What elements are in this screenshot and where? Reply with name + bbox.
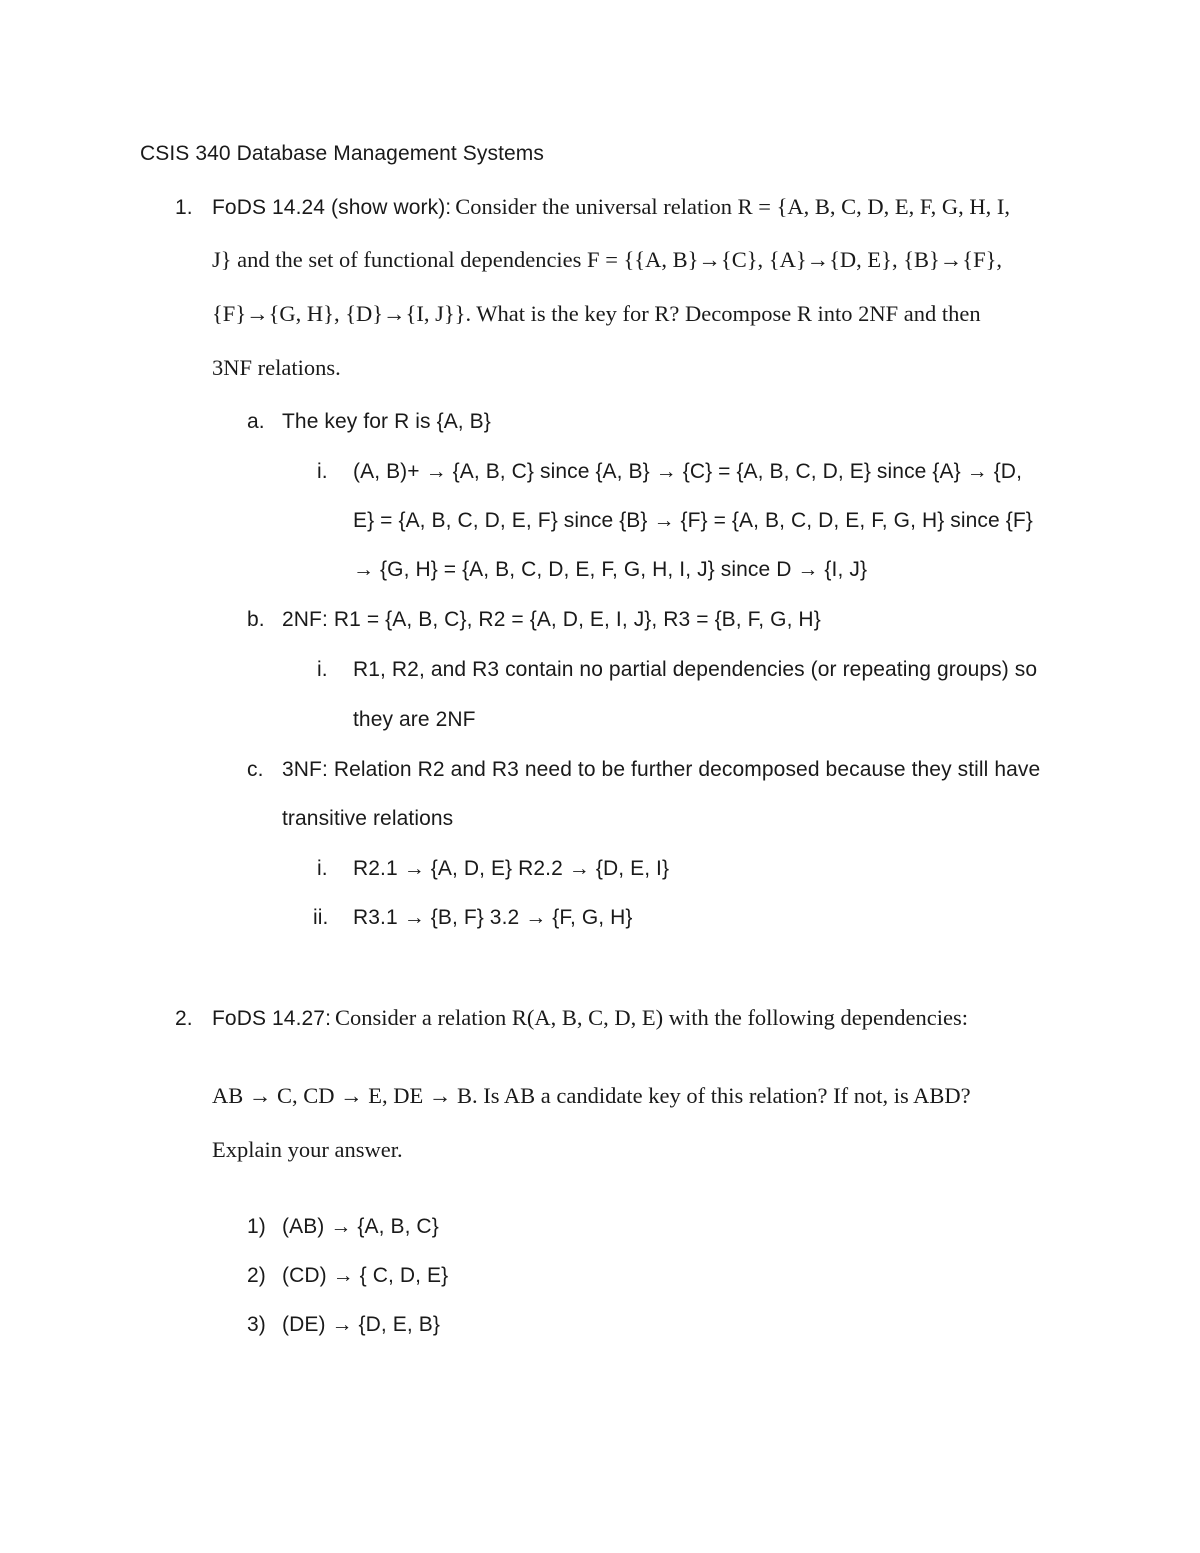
list-item: (AB) → {A, B, C} [282,1215,439,1238]
item-a-i-line-3: → {G, H} = {A, B, C, D, E, F, G, H, I, J} since D → {I, J} [353,558,868,581]
list-item: (CD) → { C, D, E} [282,1264,449,1287]
item-c-ii-text: R3.1 → {B, F} 3.2 → {F, G, H} [353,906,633,929]
item-c-ii-marker: ii. [313,906,329,929]
item-c-i-marker: i. [317,857,328,880]
item-a-i-marker: i. [317,460,328,483]
item-c-line-2: transitive relations [282,807,454,830]
item-a-text: The key for R is {A, B} [282,410,491,433]
item-a-i-line-1: (A, B)+ → {A, B, C} since {A, B} → {C} = {A, B, C, D, E} since {A} → {D, [353,460,1023,483]
question-2-number: 2. [175,1007,193,1030]
question-1-line-1 [212,196,1010,219]
item-b-i-marker: i. [317,658,328,681]
list-item-marker: 1) [247,1215,266,1238]
item-c-line-1: 3NF: Relation R2 and R3 need to be further decomposed because they still have [282,758,1041,781]
question-2-line-1 [212,1007,968,1030]
item-b-i-line-2: they are 2NF [353,708,476,731]
item-c-i-text: R2.1 → {A, D, E} R2.2 → {D, E, I} [353,857,670,880]
question-2-prefix: FoDS 14.27: [212,1007,331,1030]
item-b-marker: b. [247,608,265,631]
list-item-marker: 3) [247,1313,266,1336]
question-1-text: Consider the universal relation R = {A, B, C, D, E, F, G, H, I, [455,194,1010,219]
item-c-marker: c. [247,758,264,781]
question-1-prefix: FoDS 14.24 (show work): [212,196,452,219]
page-title: CSIS 340 Database Management Systems [140,142,544,165]
question-2-text: Consider a relation R(A, B, C, D, E) with the following dependencies: [335,1005,968,1030]
item-a-marker: a. [247,410,265,433]
question-1-number: 1. [175,196,193,219]
question-1-line-4: 3NF relations. [212,355,341,380]
item-b-i-line-1: R1, R2, and R3 contain no partial dependencies (or repeating groups) so [353,658,1038,681]
item-a-i-line-2: E} = {A, B, C, D, E, F} since {B} → {F} = {A, B, C, D, E, F, G, H} since {F} [353,509,1033,532]
list-item-marker: 2) [247,1264,266,1287]
item-b-text: 2NF: R1 = {A, B, C}, R2 = {A, D, E, I, J}, R3 = {B, F, G, H} [282,608,821,631]
question-2-line-3: Explain your answer. [212,1137,403,1162]
question-2-line-2: AB → C, CD → E, DE → B. Is AB a candidate key of this relation? If not, is ABD? [212,1083,971,1108]
question-1-line-2: J} and the set of functional dependencies F = {{A, B}→{C}, {A}→{D, E}, {B}→{F}, [212,247,1003,272]
list-item: (DE) → {D, E, B} [282,1313,440,1336]
question-1-line-3: {F}→{G, H}, {D}→{I, J}}. What is the key for R? Decompose R into 2NF and then [212,301,981,326]
